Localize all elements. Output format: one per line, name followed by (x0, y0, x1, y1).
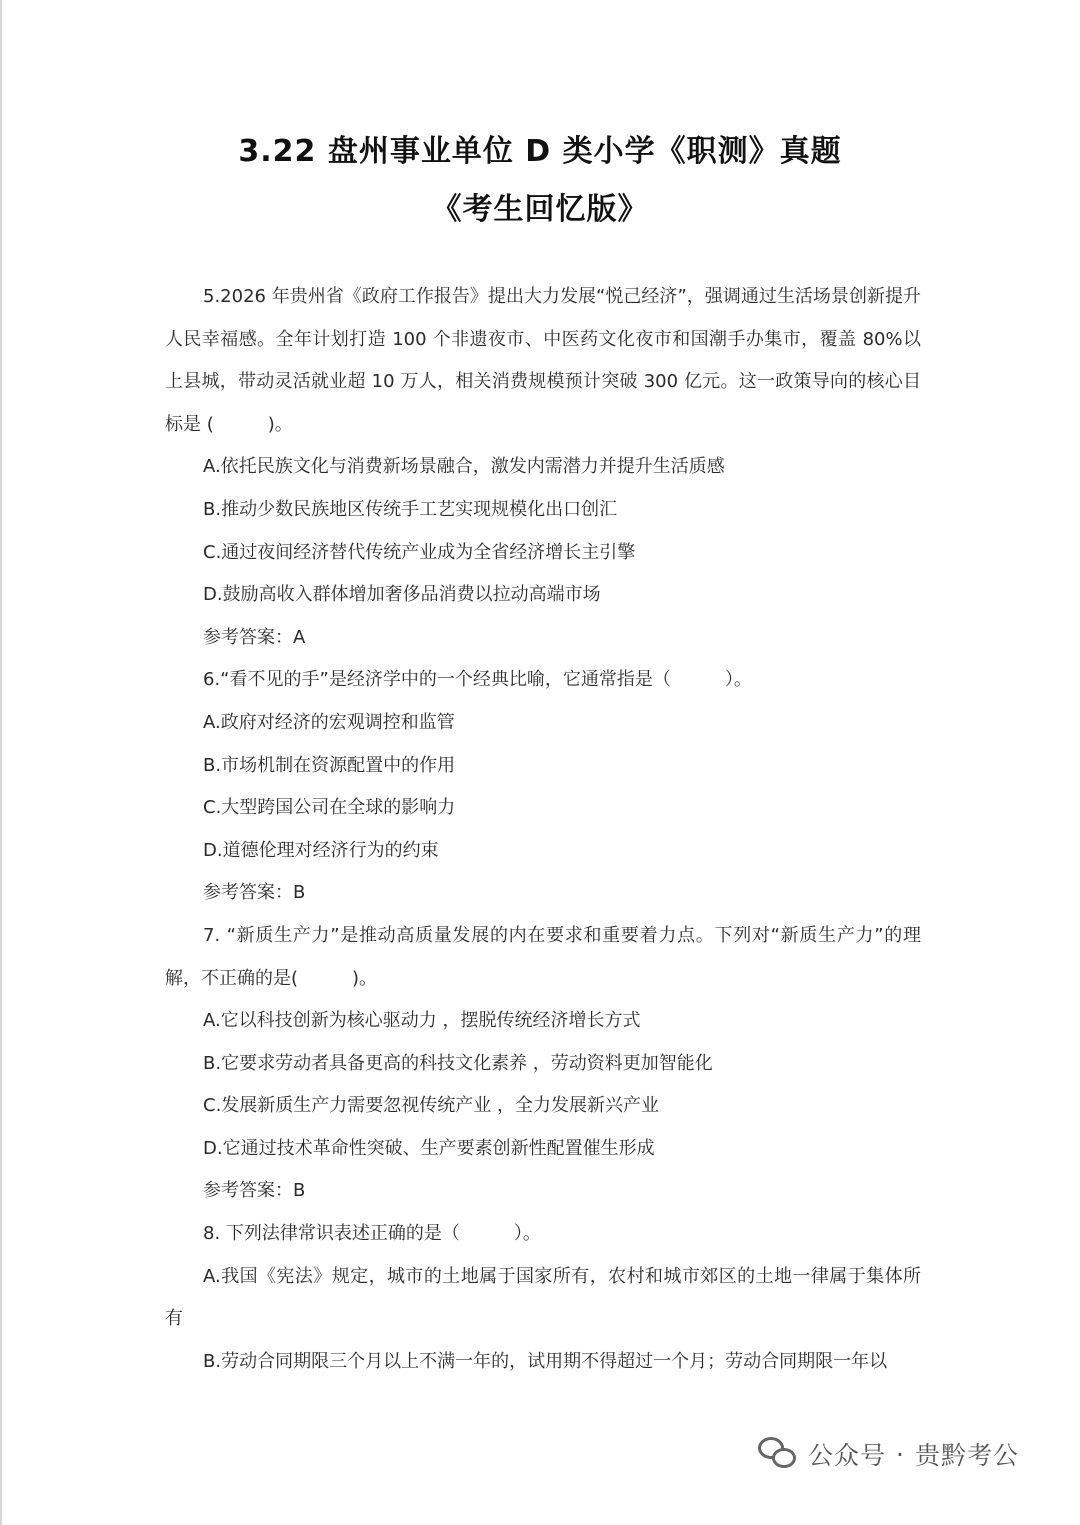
option-d: D.道德伦理对经济行为的约束 (203, 839, 439, 861)
wechat-icon (758, 1437, 798, 1471)
reference-answer: 参考答案：A (203, 626, 306, 648)
option-b: B.它要求劳动者具备更高的科技文化素养 ，劳动资料更加智能化 (203, 1052, 713, 1074)
option-a: A.依托民族文化与消费新场景融合，激发内需潜力并提升生活质感 (203, 456, 725, 478)
option-c: C.发展新质生产力需要忽视传统产业 ，全力发展新兴产业 (203, 1095, 660, 1117)
watermark-separator: · (896, 1439, 905, 1469)
watermark-account: 贵黔考公 (914, 1441, 1019, 1470)
question-stem: 8. 下列法律常识表述正确的是（ ）。 (203, 1223, 541, 1245)
option-b: B.劳动合同期限三个月以上不满一年的，试用期不得超过一个月；劳动合同期限一年以 (203, 1350, 888, 1372)
option-a: A.我国《宪法》规定，城市的土地属于国家所有，农村和城市郊区的土地一律属于集体所有 (165, 1265, 921, 1330)
question-list (165, 276, 921, 1383)
option-c: C.通过夜间经济替代传统产业成为全省经济增长主引擎 (203, 541, 636, 563)
option-a: A.政府对经济的宏观调控和监管 (203, 711, 455, 733)
question-stem: 5.2026 年贵州省《政府工作报告》提出大力发展“悦己经济”，强调通过生活场景创新提升人民幸福感。全年计划打造 100 个非遗夜市、中医药文化夜市和国潮手办集市，覆盖 80%以上县城，带动灵活就业超 10 万人，相关消费规模预计突破 300 亿元。这一政策导向的核心目标是 ( )。 (165, 286, 921, 435)
page-subtitle: 《考生回忆版》 (431, 192, 649, 227)
reference-answer: 参考答案：B (203, 1180, 306, 1202)
question-stem: 7. “新质生产力”是推动高质量发展的内在要求和重要着力点。下列对“新质生产力”的理解，不正确的是( )。 (165, 924, 921, 989)
question-stem: 6.“看不见的手”是经济学中的一个经典比喻，它通常指是（ ）。 (203, 669, 752, 691)
option-d: D.鼓励高收入群体增加奢侈品消费以拉动高端市场 (203, 584, 601, 606)
option-a: A.它以科技创新为核心驱动力 ，摆脱传统经济增长方式 (203, 1010, 641, 1032)
account-watermark (758, 1432, 1019, 1476)
option-d: D.它通过技术革命性突破、生产要素创新性配置催生形成 (203, 1137, 655, 1159)
reference-answer: 参考答案：B (203, 882, 306, 904)
watermark-label: 公众号 (808, 1441, 887, 1470)
page-title: 3.22 盘州事业单位 D 类小学《职测》真题 (238, 134, 842, 169)
option-c: C.大型跨国公司在全球的影响力 (203, 797, 456, 819)
option-b: B.推动少数民族地区传统手工艺实现规模化出口创汇 (203, 498, 618, 520)
option-b: B.市场机制在资源配置中的作用 (203, 754, 456, 776)
